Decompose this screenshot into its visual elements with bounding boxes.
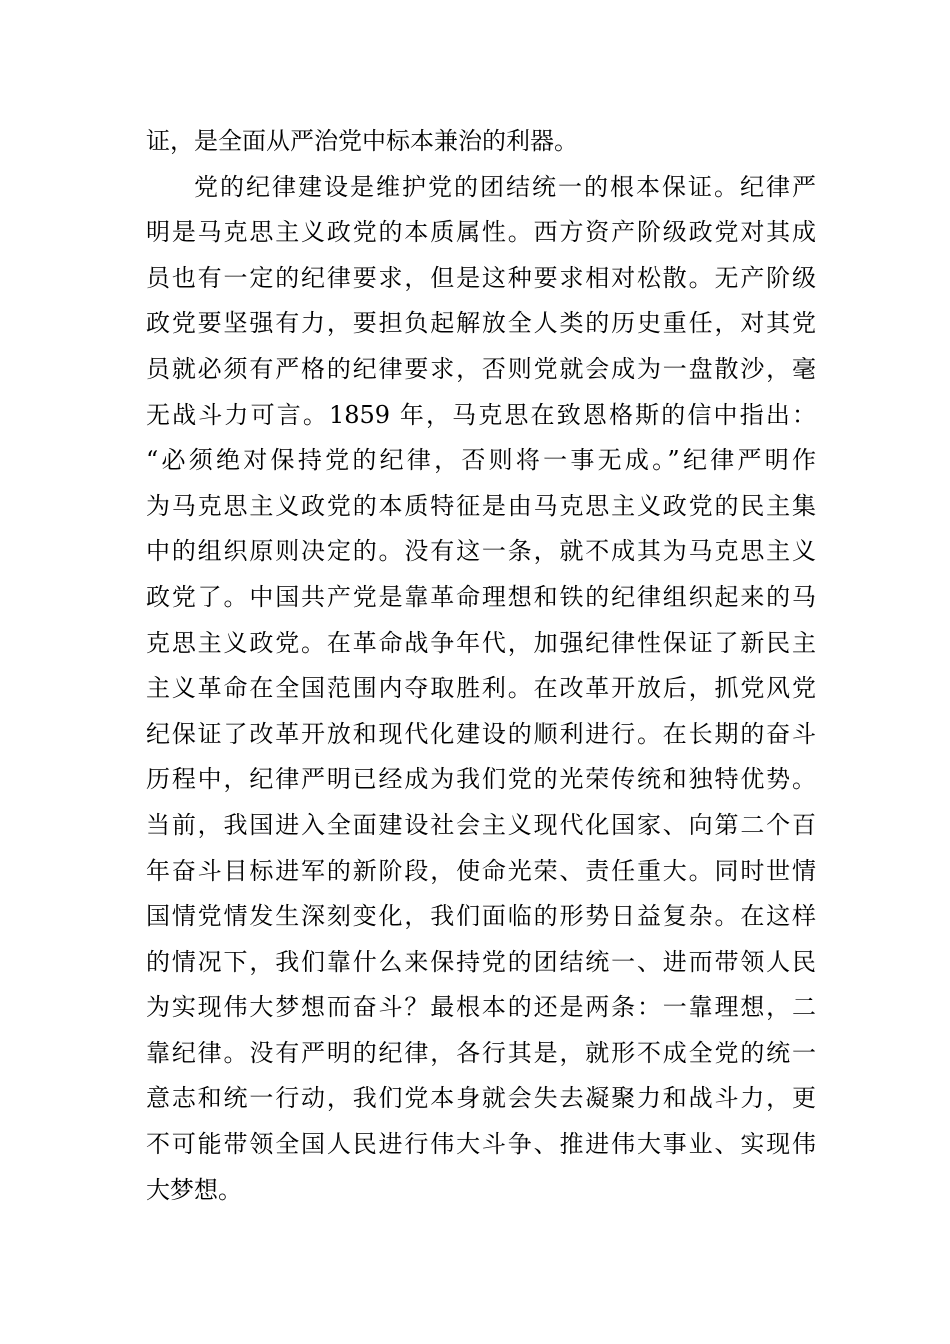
paragraph-line: 为实现伟大梦想而奋斗？最根本的还是两条：一靠理想，二 — [146, 993, 816, 1022]
paragraph-line: 大梦想。 — [146, 1175, 242, 1204]
paragraph-line: 不可能带领全国人民进行伟大斗争、推进伟大事业、实现伟 — [146, 1130, 816, 1159]
paragraph-line: 历程中，纪律严明已经成为我们党的光荣传统和独特优势。 — [146, 765, 816, 794]
paragraph-line: 政党要坚强有力，要担负起解放全人类的历史重任，对其党 — [146, 309, 816, 338]
paragraph-line: 党的纪律建设是维护党的团结统一的根本保证。纪律严 — [194, 172, 816, 201]
paragraph-line: “必须绝对保持党的纪律，否则将一事无成。”纪律严明作 — [146, 446, 816, 475]
paragraph-line: 中的组织原则决定的。没有这一条，就不成其为马克思主义 — [146, 537, 816, 566]
paragraph-line: 政党了。中国共产党是靠革命理想和铁的纪律组织起来的马 — [146, 582, 816, 611]
paragraph-line: 克思主义政党。在革命战争年代，加强纪律性保证了新民主 — [146, 628, 816, 657]
paragraph-line: 国情党情发生深刻变化，我们面临的形势日益复杂。在这样 — [146, 902, 816, 931]
paragraph-line: 证，是全面从严治党中标本兼治的利器。 — [146, 127, 578, 155]
paragraph-line: 的情况下，我们靠什么来保持党的团结统一、进而带领人民 — [146, 947, 816, 976]
paragraph-line: 明是马克思主义政党的本质属性。西方资产阶级政党对其成 — [146, 218, 816, 247]
paragraph-line: 意志和统一行动，我们党本身就会失去凝聚力和战斗力，更 — [146, 1084, 816, 1113]
paragraph-line: 纪保证了改革开放和现代化建设的顺利进行。在长期的奋斗 — [146, 719, 816, 748]
paragraph-line: 员就必须有严格的纪律要求，否则党就会成为一盘散沙，毫 — [146, 354, 816, 383]
paragraph-line: 无战斗力可言。1859 年，马克思在致恩格斯的信中指出： — [146, 400, 816, 429]
paragraph-line: 为马克思主义政党的本质特征是由马克思主义政党的民主集 — [146, 491, 816, 520]
body-text — [146, 119, 816, 1213]
paragraph-line: 靠纪律。没有严明的纪律，各行其是，就形不成全党的统一 — [146, 1038, 816, 1067]
paragraph-line: 年奋斗目标进军的新阶段，使命光荣、责任重大。同时世情 — [146, 856, 816, 885]
paragraph-line: 员也有一定的纪律要求，但是这种要求相对松散。无产阶级 — [146, 263, 816, 292]
paragraph-line: 当前，我国进入全面建设社会主义现代化国家、向第二个百 — [146, 810, 816, 839]
paragraph-line: 主义革命在全国范围内夺取胜利。在改革开放后，抓党风党 — [146, 674, 816, 703]
